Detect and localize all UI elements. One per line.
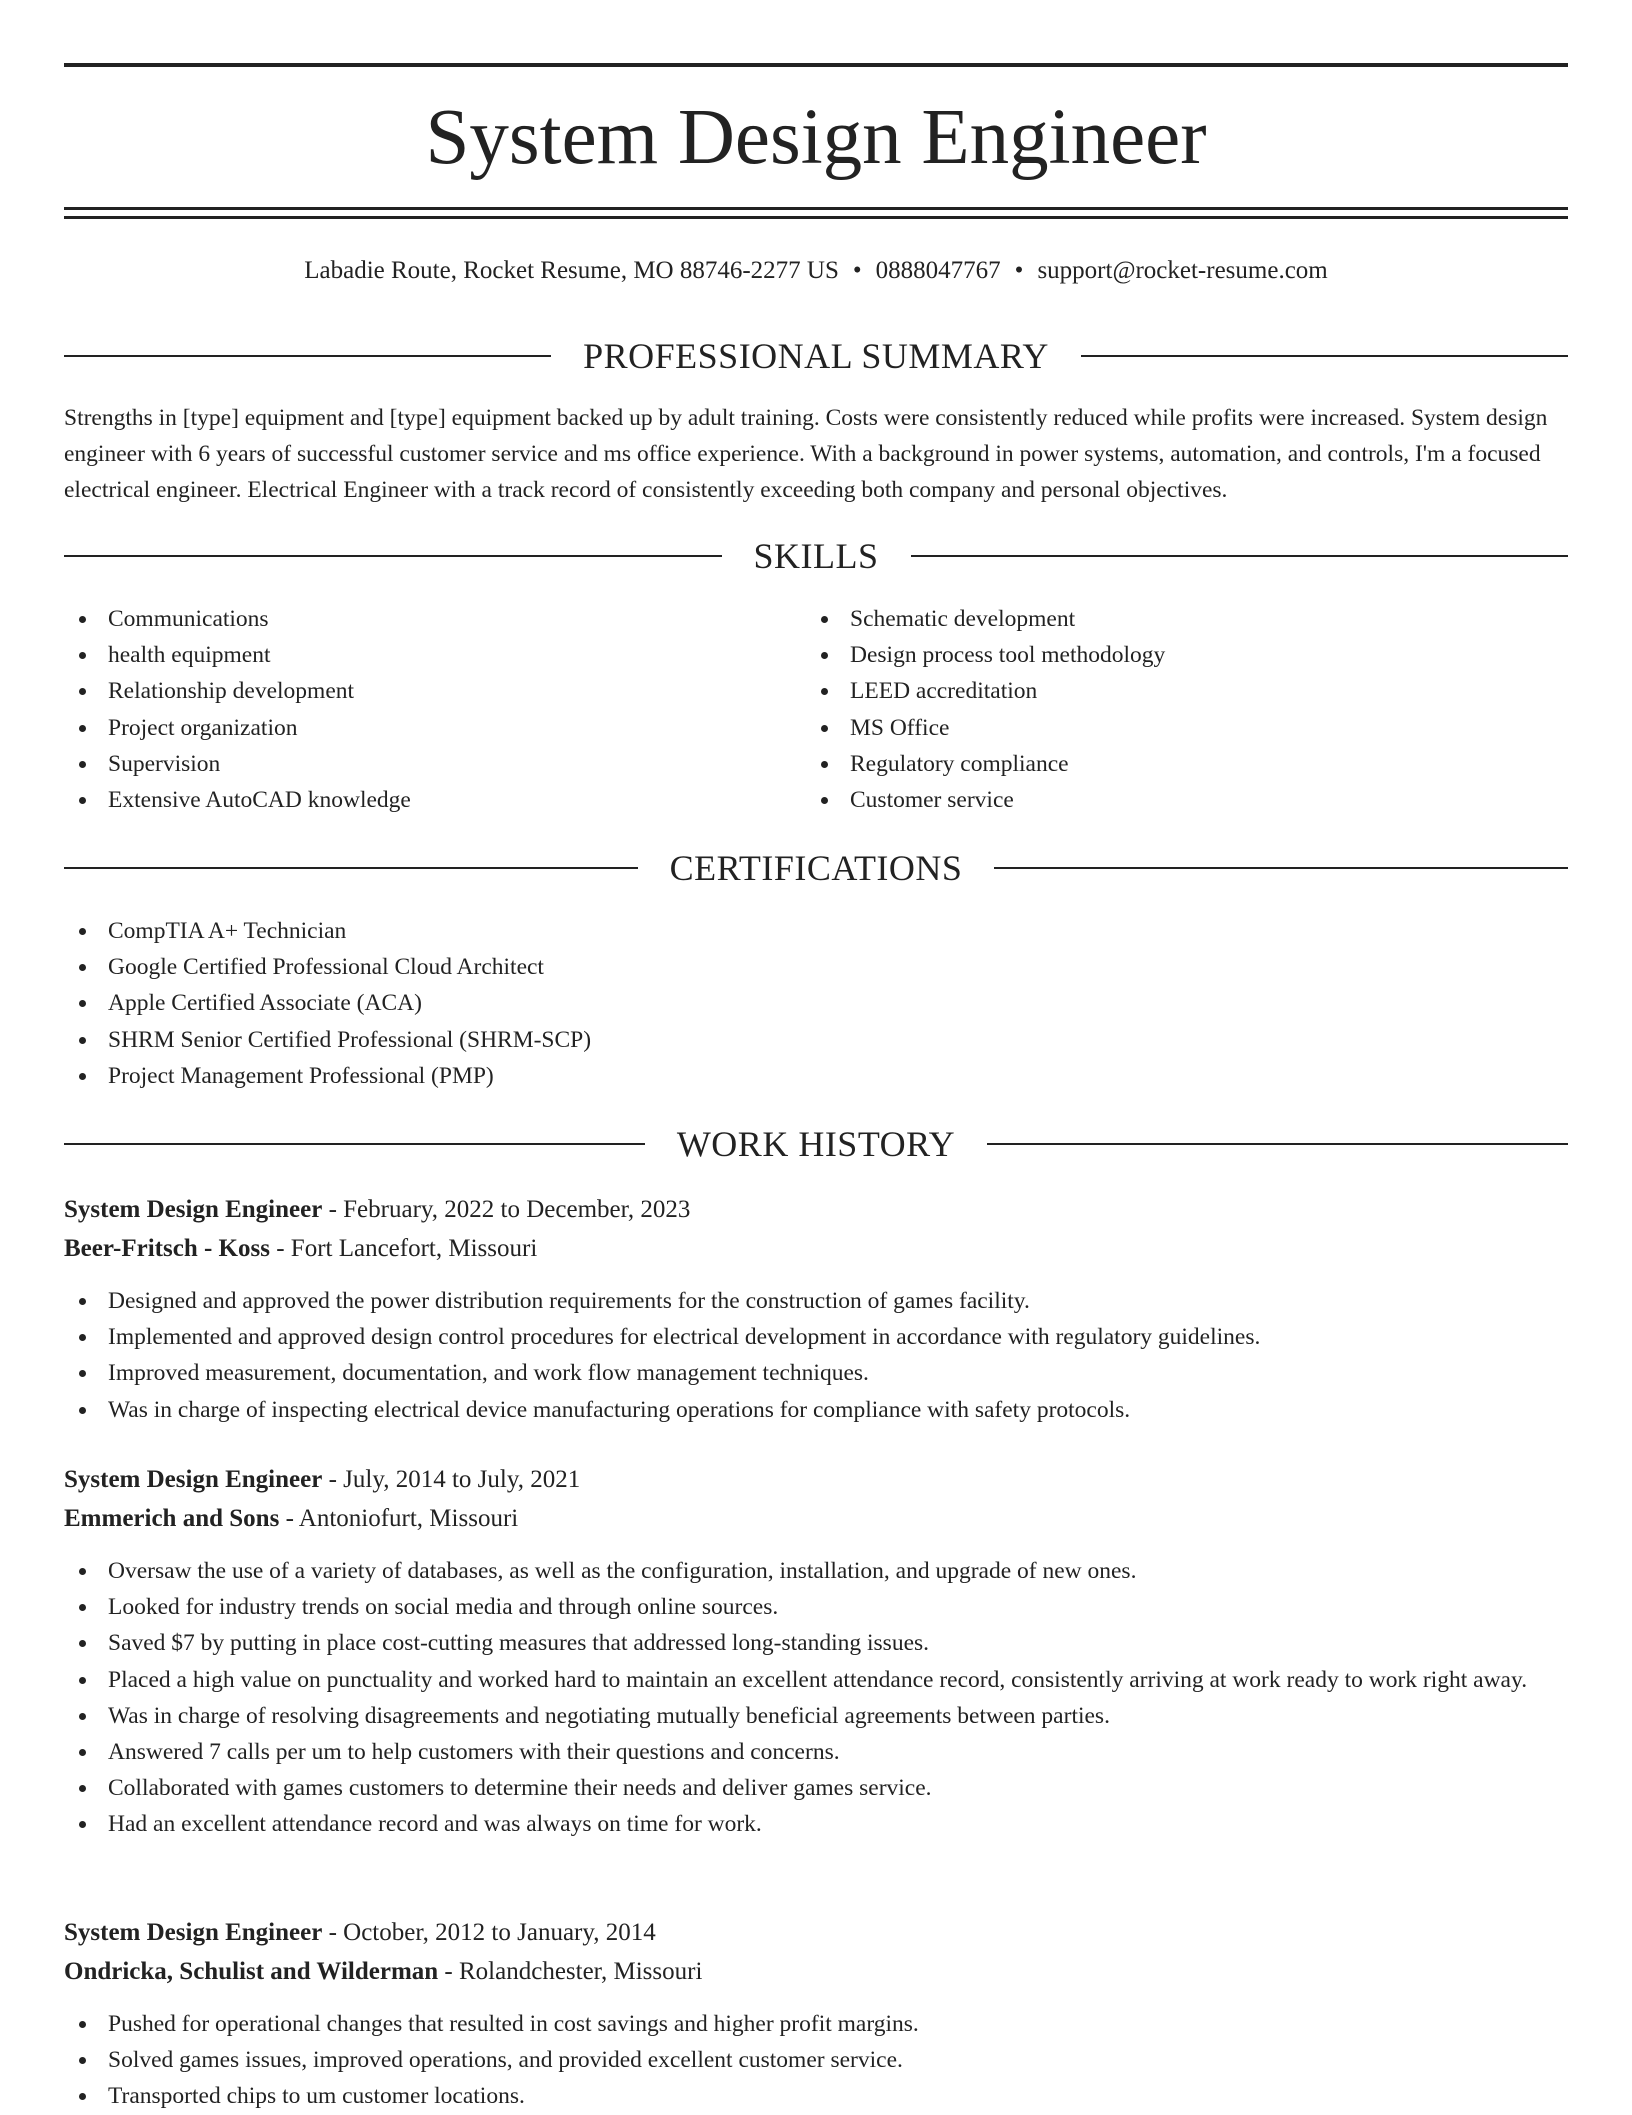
summary-text: Strengths in [type] equipment and [type] equipment backed up by adult training. Costs were consistently reduced while profits were increased. System design engineer with 6 years of successful customer service and ms office experience. With a background in power systems, automation, and controls, I'm a focused electrical engineer. Electrical Engineer with a track record of consistently exceeding both company and personal objectives. bbox=[64, 405, 1548, 503]
job-title-line: System Design Engineer - October, 2012 to January, 2014 bbox=[64, 1919, 656, 1946]
job-location: Fort Lancefort, Missouri bbox=[290, 1235, 538, 1262]
job-title: System Design Engineer bbox=[64, 1196, 323, 1223]
job-dates: October, 2012 to January, 2014 bbox=[343, 1919, 656, 1946]
job-company-line: Ondricka, Schulist and Wilderman - Rolandchester, Missouri bbox=[64, 1958, 703, 1985]
heading-rule-left bbox=[64, 355, 551, 357]
certification-item: Apple Certified Associate (ACA) bbox=[64, 985, 1568, 1021]
skill-item: MS Office bbox=[806, 710, 1566, 746]
heading-rule-left bbox=[64, 867, 638, 869]
skill-item: Regulatory compliance bbox=[806, 746, 1566, 782]
resume-title: System Design Engineer bbox=[425, 94, 1207, 181]
job-bullet: Oversaw the use of a variety of databases, as well as the configuration, installation, and upgrade of new ones. bbox=[64, 1553, 1568, 1589]
section-heading-work-history bbox=[64, 1124, 1568, 1164]
job-bullets bbox=[64, 1283, 1568, 1428]
skill-item: Project organization bbox=[64, 710, 804, 746]
contact-address: Labadie Route, Rocket Resume, MO 88746-2277 US bbox=[304, 257, 839, 284]
top-rule bbox=[64, 63, 1568, 67]
skill-item: Supervision bbox=[64, 746, 804, 782]
contact-email: support@rocket-resume.com bbox=[1037, 257, 1328, 284]
job-bullet: Had an excellent attendance record and was always on time for work. bbox=[64, 1806, 1568, 1842]
section-title: PROFESSIONAL SUMMARY bbox=[583, 336, 1049, 376]
heading-rule-left bbox=[64, 1143, 645, 1145]
job-bullet: Solved games issues, improved operations, and provided excellent customer service. bbox=[64, 2042, 1568, 2078]
heading-rule-left bbox=[64, 555, 722, 557]
skill-item: Extensive AutoCAD knowledge bbox=[64, 782, 804, 818]
heading-rule-right bbox=[987, 1143, 1568, 1145]
skill-item: Relationship development bbox=[64, 673, 804, 709]
section-heading-skills bbox=[64, 536, 1568, 576]
job-bullet: Implemented and approved design control procedures for electrical development in accordance with regulatory guidelines. bbox=[64, 1319, 1568, 1355]
job-title: System Design Engineer bbox=[64, 1919, 323, 1946]
job-company: Ondricka, Schulist and Wilderman bbox=[64, 1958, 439, 1985]
skill-item: health equipment bbox=[64, 637, 804, 673]
job-bullet: Saved $7 by putting in place cost-cutting measures that addressed long-standing issues. bbox=[64, 1625, 1568, 1661]
contact-separator: • bbox=[1014, 257, 1024, 284]
skill-item: Customer service bbox=[806, 782, 1566, 818]
job-bullet: Was in charge of resolving disagreements and negotiating mutually beneficial agreements between parties. bbox=[64, 1698, 1568, 1734]
job-title-line: System Design Engineer - July, 2014 to July, 2021 bbox=[64, 1466, 581, 1493]
section-heading-summary bbox=[64, 336, 1568, 376]
job-location: Antoniofurt, Missouri bbox=[298, 1505, 519, 1532]
section-heading-certifications bbox=[64, 848, 1568, 888]
skills-list-left bbox=[64, 601, 804, 818]
job-entry bbox=[64, 1913, 1568, 2115]
job-company: Beer-Fritsch - Koss bbox=[64, 1235, 270, 1262]
job-bullet: Designed and approved the power distribution requirements for the construction of games facility. bbox=[64, 1283, 1568, 1319]
heading-rule-right bbox=[911, 555, 1569, 557]
contact-separator: • bbox=[852, 257, 862, 284]
job-title-line: System Design Engineer - February, 2022 to December, 2023 bbox=[64, 1196, 691, 1223]
job-company-line: Emmerich and Sons - Antoniofurt, Missouri bbox=[64, 1505, 519, 1532]
certification-item: Project Management Professional (PMP) bbox=[64, 1058, 1568, 1094]
job-bullets bbox=[64, 1553, 1568, 1843]
job-bullet: Improved measurement, documentation, and work flow management techniques. bbox=[64, 1355, 1568, 1391]
title-rule-lower bbox=[64, 216, 1568, 219]
job-location: Rolandchester, Missouri bbox=[459, 1958, 703, 1985]
section-title: SKILLS bbox=[753, 536, 879, 576]
job-entry bbox=[64, 1190, 1568, 1428]
job-bullet: Looked for industry trends on social media and through online sources. bbox=[64, 1589, 1568, 1625]
job-company: Emmerich and Sons bbox=[64, 1505, 280, 1532]
certification-item: SHRM Senior Certified Professional (SHRM-SCP) bbox=[64, 1022, 1568, 1058]
job-bullet: Transported chips to um customer locations. bbox=[64, 2078, 1568, 2114]
job-entry bbox=[64, 1460, 1568, 1843]
job-bullet: Collaborated with games customers to determine their needs and deliver games service. bbox=[64, 1770, 1568, 1806]
job-bullet: Answered 7 calls per um to help customers with their questions and concerns. bbox=[64, 1734, 1568, 1770]
heading-rule-right bbox=[994, 867, 1568, 869]
certification-item: CompTIA A+ Technician bbox=[64, 913, 1568, 949]
section-title: WORK HISTORY bbox=[676, 1124, 956, 1164]
job-company-line: Beer-Fritsch - Koss - Fort Lancefort, Missouri bbox=[64, 1235, 538, 1262]
skill-item: Design process tool methodology bbox=[806, 637, 1566, 673]
certification-item: Google Certified Professional Cloud Architect bbox=[64, 949, 1568, 985]
section-title: CERTIFICATIONS bbox=[669, 848, 963, 888]
skill-item: LEED accreditation bbox=[806, 673, 1566, 709]
job-dates: February, 2022 to December, 2023 bbox=[343, 1196, 691, 1223]
contact-line bbox=[64, 254, 1568, 288]
job-bullet: Placed a high value on punctuality and worked hard to maintain an excellent attendance record, consistently arriving at work ready to work right away. bbox=[64, 1662, 1568, 1698]
skill-item: Communications bbox=[64, 601, 804, 637]
title-rule-upper bbox=[64, 207, 1568, 210]
certifications-list bbox=[64, 913, 1568, 1094]
job-bullet: Was in charge of inspecting electrical device manufacturing operations for compliance with safety protocols. bbox=[64, 1392, 1568, 1428]
job-title: System Design Engineer bbox=[64, 1466, 323, 1493]
skills-list-right bbox=[806, 601, 1566, 818]
job-bullet: Pushed for operational changes that resulted in cost savings and higher profit margins. bbox=[64, 2006, 1568, 2042]
skill-item: Schematic development bbox=[806, 601, 1566, 637]
contact-phone: 0888047767 bbox=[875, 257, 1001, 284]
job-dates: July, 2014 to July, 2021 bbox=[343, 1466, 581, 1493]
heading-rule-right bbox=[1081, 355, 1568, 357]
job-bullets bbox=[64, 2006, 1568, 2115]
